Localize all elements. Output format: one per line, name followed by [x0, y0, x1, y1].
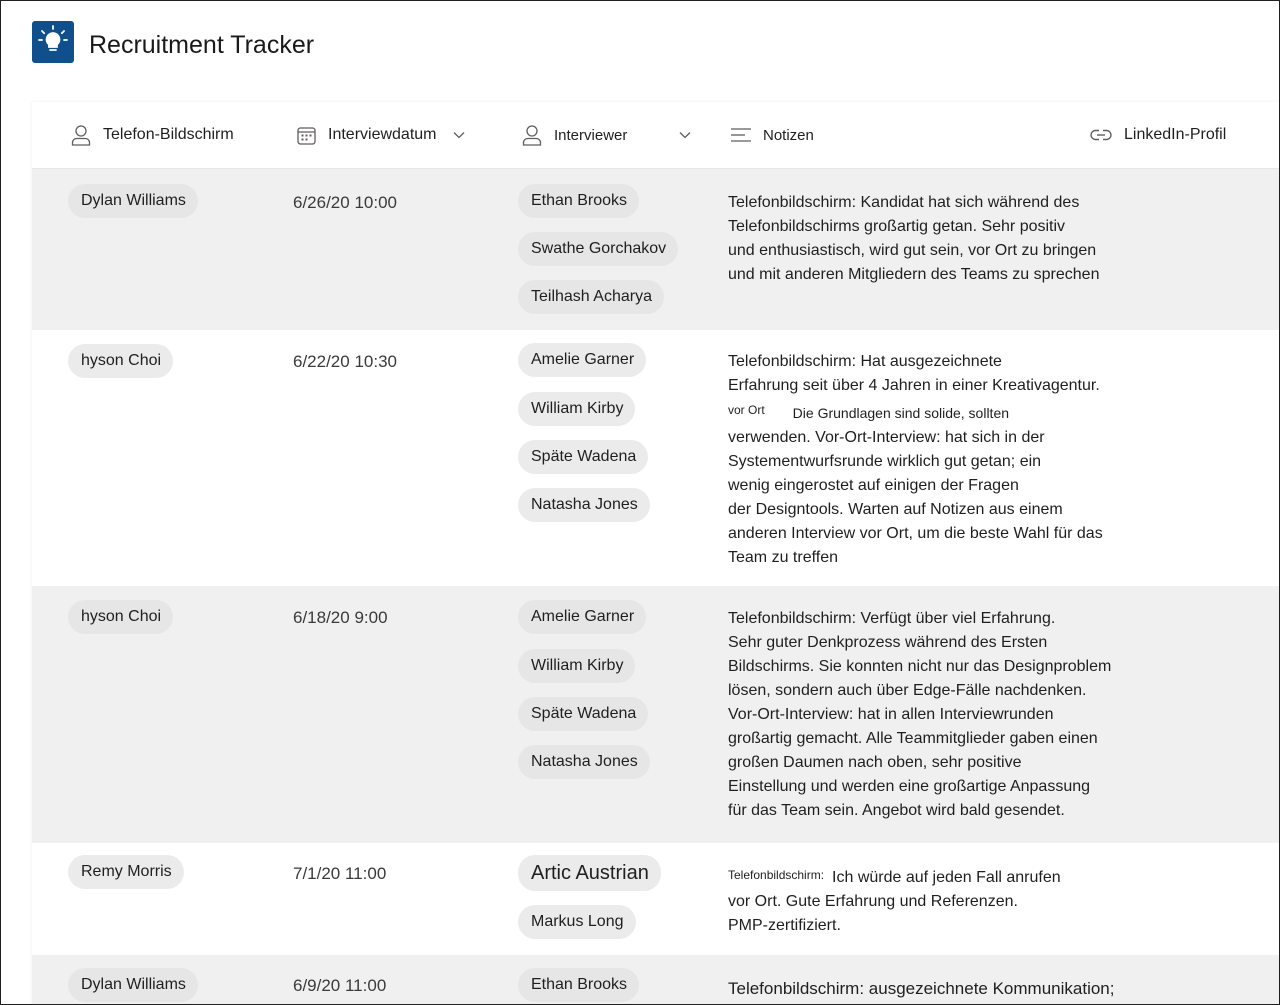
notes-line: Vor-Ort-Interview: hat in allen Interviewrunden: [728, 706, 1054, 723]
notes-line-mixed: [728, 863, 1128, 890]
notes-prefix: Telefonbildschirm:: [728, 868, 825, 882]
notes-line: PMP-zertifiziert.: [728, 917, 841, 934]
notes-line: Bildschirms. Sie konnten nicht nur das Designproblem: [728, 658, 1112, 675]
notes-line: Erfahrung seit über 4 Jahren in einer Kreativagentur.: [728, 377, 1100, 394]
interviewer-pill[interactable]: Amelie Garner: [518, 600, 646, 634]
notes-line: großartig gemacht. Alle Teammitglieder gaben einen: [728, 730, 1098, 747]
column-header-interviewer[interactable]: [522, 102, 691, 168]
notes-line: und enthusiastisch, wird gut sein, vor Ort zu bringen: [728, 242, 1097, 259]
notes-line: Die Grundlagen sind solide, sollten: [792, 405, 1010, 421]
chevron-down-icon[interactable]: [453, 131, 465, 139]
calendar-icon: [297, 126, 316, 145]
notes-text[interactable]: [728, 350, 1128, 570]
notes-line: der Designtools. Warten auf Notizen aus einem: [728, 501, 1063, 518]
notes-line: vor Ort. Gute Erfahrung und Referenzen.: [728, 893, 1018, 910]
person-icon: [71, 124, 91, 146]
notes-line: Telefonbildschirms großartig getan. Sehr positiv: [728, 218, 1066, 235]
notes-text[interactable]: [728, 863, 1128, 938]
interviewer-pill[interactable]: Ethan Brooks: [518, 968, 639, 1002]
candidate-pill[interactable]: hyson Choi: [68, 600, 173, 634]
notes-line: Einstellung und werden eine großartige Anpassung: [728, 778, 1091, 795]
page-title: Recruitment Tracker: [89, 31, 315, 59]
interview-date: 7/1/20 11:00: [293, 864, 387, 883]
notes-line: Ich würde auf jeden Fall anrufen: [832, 869, 1061, 886]
notes-text[interactable]: [728, 977, 1128, 1001]
interviewer-pill[interactable]: Amelie Garner: [518, 343, 646, 377]
table-row[interactable]: [32, 330, 1280, 586]
notes-prefix: vor Ort: [728, 403, 765, 417]
notes-line: Telefonbildschirm: Hat ausgezeichnete: [728, 353, 1002, 370]
interview-date: 6/9/20 11:00: [293, 976, 387, 995]
notes-line: großen Daumen nach oben, sehr positive: [728, 754, 1022, 771]
notes-line: Telefonbildschirm: ausgezeichnete Kommunikation;: [728, 979, 1115, 998]
interview-date: 6/26/20 10:00: [293, 193, 397, 212]
table-row[interactable]: [32, 843, 1280, 955]
table-row[interactable]: [32, 169, 1280, 330]
interview-date: 6/22/20 10:30: [293, 352, 397, 371]
column-label: Interviewdatum: [328, 126, 437, 143]
notes-line: Team zu treffen: [728, 549, 838, 566]
interviewer-pill[interactable]: Natasha Jones: [518, 488, 650, 522]
column-label: Notizen: [763, 126, 814, 144]
column-header-notizen[interactable]: [731, 102, 814, 168]
notes-text[interactable]: [728, 607, 1128, 823]
table-row[interactable]: [32, 586, 1280, 843]
interviewer-pill[interactable]: Teilhash Acharya: [518, 280, 664, 314]
notes-line: Telefonbildschirm: Verfügt über viel Erfahrung.: [728, 610, 1056, 627]
column-header-linkedin-profil[interactable]: [1090, 102, 1226, 168]
table-row[interactable]: [32, 955, 1280, 1005]
candidate-pill[interactable]: Dylan Williams: [68, 184, 198, 218]
notes-line: anderen Interview vor Ort, um die beste Wahl für das: [728, 525, 1103, 542]
notes-line: Sehr guter Denkprozess während des Ersten: [728, 634, 1048, 651]
interviewer-pill[interactable]: William Kirby: [518, 392, 635, 426]
chevron-down-icon[interactable]: [679, 131, 691, 139]
person-icon: [522, 124, 542, 146]
notes-line: Telefonbildschirm: Kandidat hat sich während des: [728, 194, 1080, 211]
interviewer-pill[interactable]: Markus Long: [518, 905, 636, 939]
notes-line: für das Team sein. Angebot wird bald gesendet.: [728, 802, 1065, 819]
candidate-pill[interactable]: Remy Morris: [68, 855, 184, 889]
text-lines-icon: [731, 127, 751, 143]
column-label: LinkedIn-Profil: [1124, 126, 1227, 143]
notes-line: und mit anderen Mitgliedern des Teams zu sprechen: [728, 266, 1100, 283]
interviewer-pill[interactable]: Späte Wadena: [518, 697, 648, 731]
interviewer-pill[interactable]: Swathe Gorchakov: [518, 232, 678, 266]
column-label: Interviewer: [554, 126, 628, 144]
notes-line-mixed: [728, 398, 1128, 426]
column-header-telefon-bildschirm[interactable]: [71, 102, 234, 168]
recruitment-grid: [32, 102, 1280, 1005]
interviewer-pill[interactable]: Ethan Brooks: [518, 184, 639, 218]
lightbulb-icon: [32, 21, 74, 63]
notes-text[interactable]: [728, 191, 1128, 287]
candidate-pill[interactable]: Dylan Williams: [68, 968, 198, 1002]
column-header-interviewdatum[interactable]: [297, 102, 465, 168]
link-icon: [1090, 129, 1112, 141]
grid-header: [32, 102, 1280, 169]
notes-line: wenig eingerostet auf einigen der Fragen: [728, 477, 1019, 494]
interview-date: 6/18/20 9:00: [293, 608, 388, 627]
interviewer-pill[interactable]: Artic Austrian: [518, 855, 661, 891]
interviewer-pill[interactable]: William Kirby: [518, 649, 635, 683]
notes-line: lösen, sondern auch über Edge-Fälle nachdenken.: [728, 682, 1087, 699]
notes-line: verwenden. Vor-Ort-Interview: hat sich in der: [728, 429, 1045, 446]
notes-line: Systementwurfsrunde wirklich gut getan; ein: [728, 453, 1042, 470]
interviewer-pill[interactable]: Natasha Jones: [518, 745, 650, 779]
candidate-pill[interactable]: hyson Choi: [68, 344, 173, 378]
interviewer-pill[interactable]: Späte Wadena: [518, 440, 648, 474]
column-label: Telefon-Bildschirm: [103, 126, 234, 143]
